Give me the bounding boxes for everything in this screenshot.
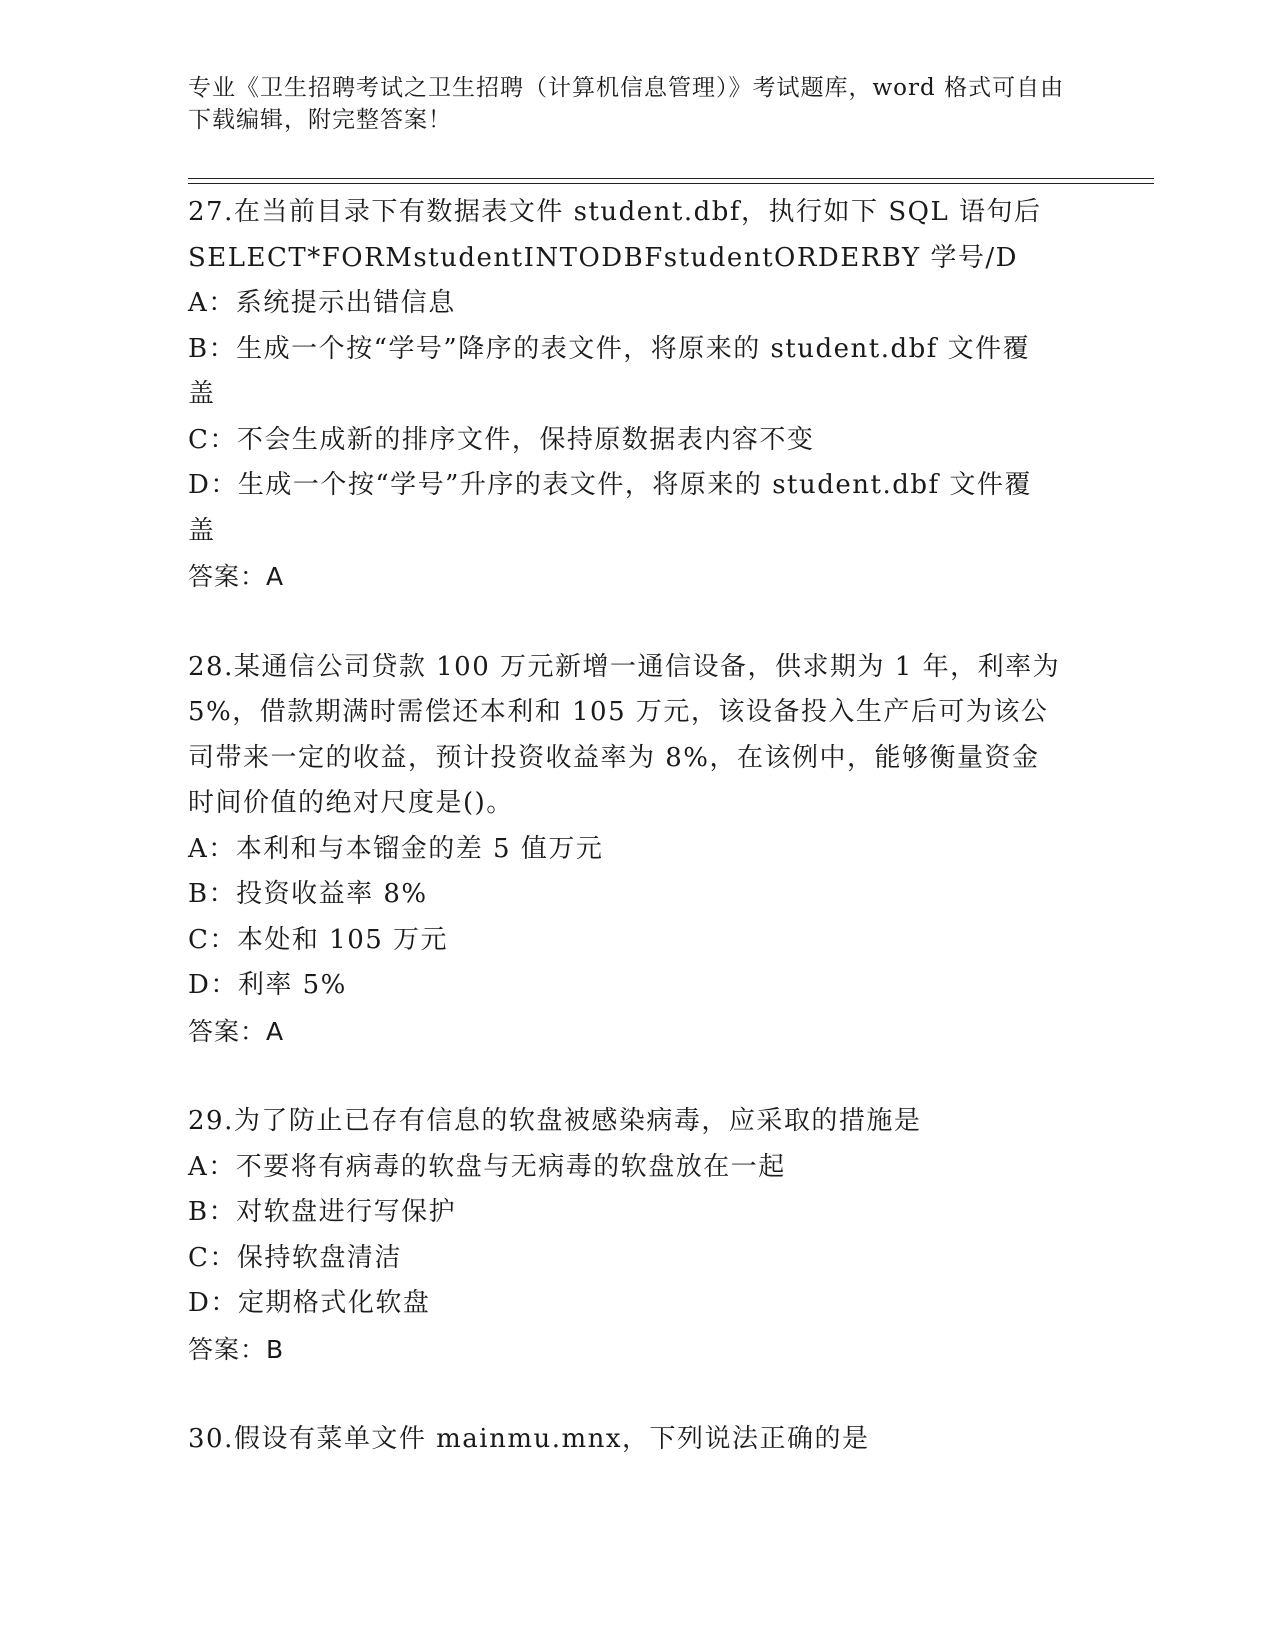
question-stem-line: 30.假设有菜单文件 mainmu.mnx，下列说法正确的是 — [188, 1424, 870, 1454]
header-divider-bottom — [188, 183, 1154, 184]
question-stem-line: 29.为了防止已存有信息的软盘被感染病毒，应采取的措施是 — [188, 1106, 922, 1136]
option-b: B：投资收益率 8% — [188, 879, 428, 909]
option-c: C：本处和 105 万元 — [188, 924, 449, 955]
question-29 — [188, 1099, 1068, 1372]
option-b: B：生成一个按“学号”降序的表文件，将原来的 student.dbf 文件覆 — [188, 333, 1031, 364]
option-a: A：本利和与本镏金的差 5 值万元 — [188, 833, 604, 864]
document-header: 专业《卫生招聘考试之卫生招聘（计算机信息管理）》考试题库，word 格式可自由下载编辑，附完整答案！ — [188, 75, 1065, 133]
question-stem-line: 28.某通信公司贷款 100 万元新增一通信设备，供求期为 1 年，利率为 — [188, 651, 1061, 682]
question-27 — [188, 190, 1068, 600]
question-28 — [188, 645, 1068, 1055]
question-30 — [188, 1417, 1068, 1463]
spacer — [188, 600, 1068, 645]
option-c: C：保持软盘清洁 — [188, 1242, 402, 1273]
spacer — [188, 1054, 1068, 1099]
answer: 答案：B — [188, 1334, 285, 1364]
option-d: D：生成一个按“学号”升序的表文件，将原来的 student.dbf 文件覆 — [188, 470, 1032, 500]
option-c: C：不会生成新的排序文件，保持原数据表内容不变 — [188, 424, 815, 455]
question-stem-line: 时间价值的绝对尺度是()。 — [188, 788, 514, 818]
question-list — [188, 190, 1068, 1463]
answer: 答案：A — [188, 562, 285, 591]
option-b-continued: 盖 — [188, 379, 216, 409]
option-a: A：不要将有病毒的软盘与无病毒的软盘放在一起 — [188, 1151, 786, 1182]
question-stem-line: 5%，借款期满时需偿还本利和 105 万元，该设备投入生产后可为该公 — [188, 697, 1049, 727]
option-d: D：利率 5% — [188, 970, 347, 1000]
option-a: A：系统提示出错信息 — [188, 288, 456, 318]
option-d: D：定期格式化软盘 — [188, 1288, 431, 1318]
question-stem-line: 27.在当前目录下有数据表文件 student.dbf，执行如下 SQL 语句后 — [188, 197, 1042, 227]
question-stem-line: 司带来一定的收益，预计投资收益率为 8%，在该例中，能够衡量资金 — [188, 742, 1040, 773]
answer: 答案：A — [188, 1016, 285, 1046]
option-b: B：对软盘进行写保护 — [188, 1197, 457, 1227]
header-divider-top — [188, 178, 1154, 179]
question-stem-line: SELECT*FORMstudentINTODBFstudentORDERBY 学号/D — [188, 242, 1018, 273]
option-d-continued: 盖 — [188, 515, 216, 546]
spacer — [188, 1372, 1068, 1417]
